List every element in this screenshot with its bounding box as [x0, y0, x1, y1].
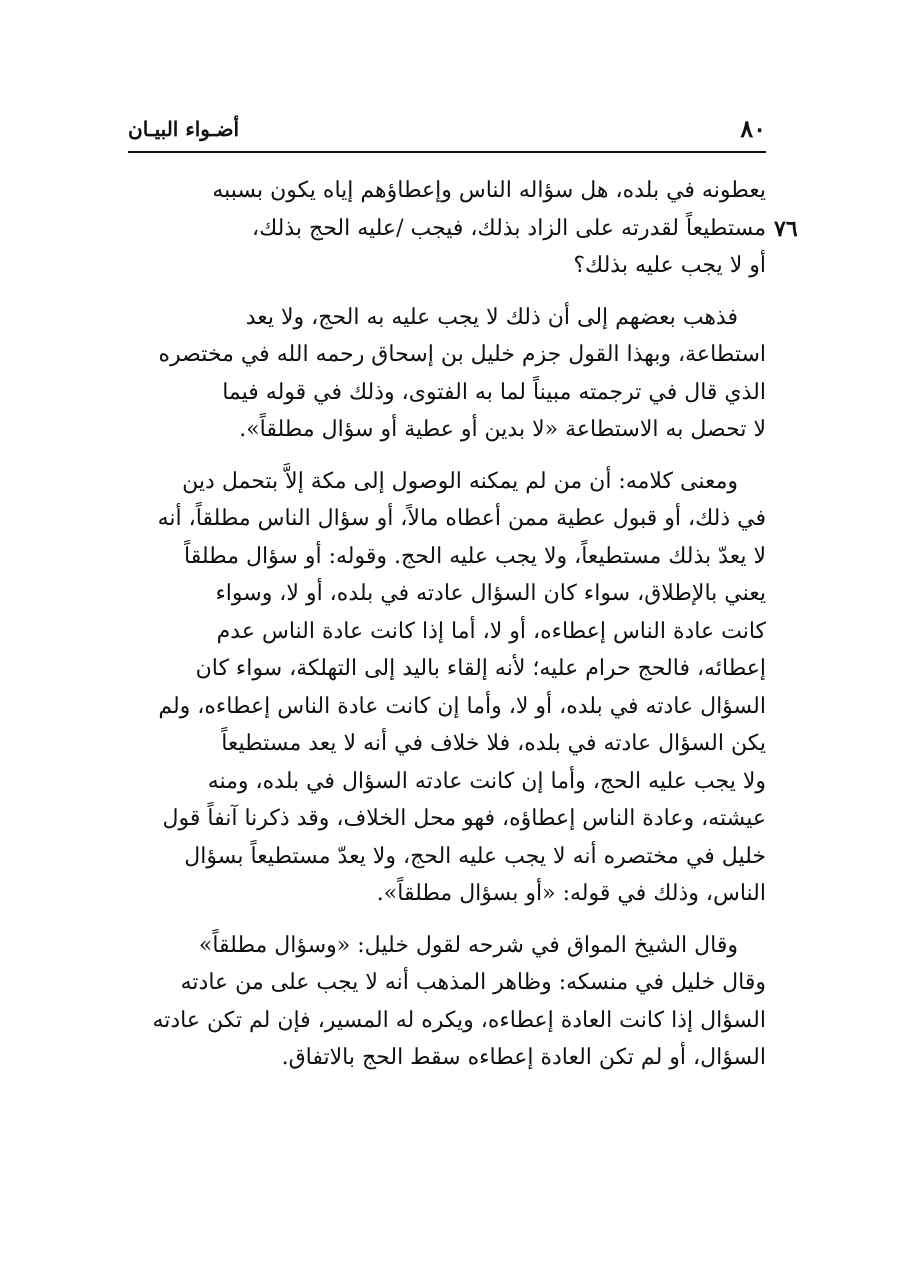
- paragraph-1: [128, 172, 766, 285]
- text-line: الذي قال في ترجمته مبيناً لما به الفتوى، وذلك في قوله فيما: [222, 379, 766, 405]
- text-line: يعني بالإطلاق، سواء كان السؤال عادته في بلده، أو لا، وسواء: [215, 581, 766, 606]
- text-line: لا تحصل به الاستطاعة «لا بدين أو عطية أو سؤال مطلقاً».: [239, 417, 766, 442]
- text-line: الناس، وذلك في قوله: «أو بسؤال مطلقاً».: [376, 881, 766, 906]
- text-line: ومعنى كلامه: أن من لم يمكنه الوصول إلى مكة إلاَّ بتحمل دين: [182, 468, 738, 494]
- margin-page-reference: ٧٦: [774, 216, 798, 242]
- text-line: السؤال عادته في بلده، أو لا، وأما إن كانت عادة الناس إعطاءه، ولم: [158, 693, 766, 719]
- text-line: مستطيعاً لقدرته على الزاد بذلك، فيجب /عليه الحج بذلك،: [252, 215, 766, 241]
- text-line: يكن السؤال عادته في بلده، فلا خلاف في أنه لا يعد مستطيعاً: [221, 731, 766, 756]
- text-line: استطاعة، وبهذا القول جزم خليل بن إسحاق رحمه الله في مختصره: [158, 342, 766, 367]
- text-line: في ذلك، أو قبول عطية ممن أعطاه مالاً، أو سؤال الناس مطلقاً، أنه: [157, 506, 766, 531]
- text-line: لا يعدّ بذلك مستطيعاً، ولا يجب عليه الحج. وقوله: أو سؤال مطلقاً: [184, 543, 766, 569]
- text-line: ولا يجب عليه الحج، وأما إن كانت عادته السؤال في بلده، ومنه: [207, 768, 766, 794]
- page-header: [128, 112, 766, 148]
- paragraph-4: [128, 927, 766, 1077]
- page-number: ٨٠: [740, 114, 766, 143]
- running-title: أضـواء البيـان: [128, 117, 240, 141]
- text-line: كانت عادة الناس إعطاءه، أو لا، أما إذا كانت عادة الناس عدم: [216, 618, 766, 644]
- body-text: [128, 172, 766, 1091]
- paragraph-2: [128, 299, 766, 449]
- text-line: أو لا يجب عليه بذلك؟: [573, 253, 766, 278]
- text-line: إعطائه، فالحج حرام عليه؛ لأنه إلقاء باليد إلى التهلكة، سواء كان: [195, 656, 766, 681]
- header-divider: [128, 151, 766, 153]
- text-line: وقال الشيخ المواق في شرحه لقول خليل: «وسؤال مطلقاً»: [198, 932, 738, 958]
- text-line: فذهب بعضهم إلى أن ذلك لا يجب عليه به الحج، ولا يعد: [245, 304, 738, 330]
- text-line: عيشته، وعادة الناس إعطاؤه، فهو محل الخلاف، وقد ذكرنا آنفاً قول: [162, 806, 766, 831]
- text-line: السؤال، أو لم تكن العادة إعطاءه سقط الحج بالاتفاق.: [281, 1045, 766, 1070]
- text-line: السؤال إذا كانت العادة إعطاءه، ويكره له المسير، فإن لم تكن عادته: [152, 1007, 766, 1033]
- text-line: خليل في مختصره أنه لا يجب عليه الحج، ولا يعدّ مستطيعاً بسؤال: [184, 843, 766, 869]
- text-line: يعطونه في بلده، هل سؤاله الناس وإعطاؤهم إياه يكون بسببه: [212, 178, 766, 203]
- paragraph-3: [128, 463, 766, 913]
- text-line: وقال خليل في منسكه: وظاهر المذهب أنه لا يجب على من عادته: [180, 970, 766, 995]
